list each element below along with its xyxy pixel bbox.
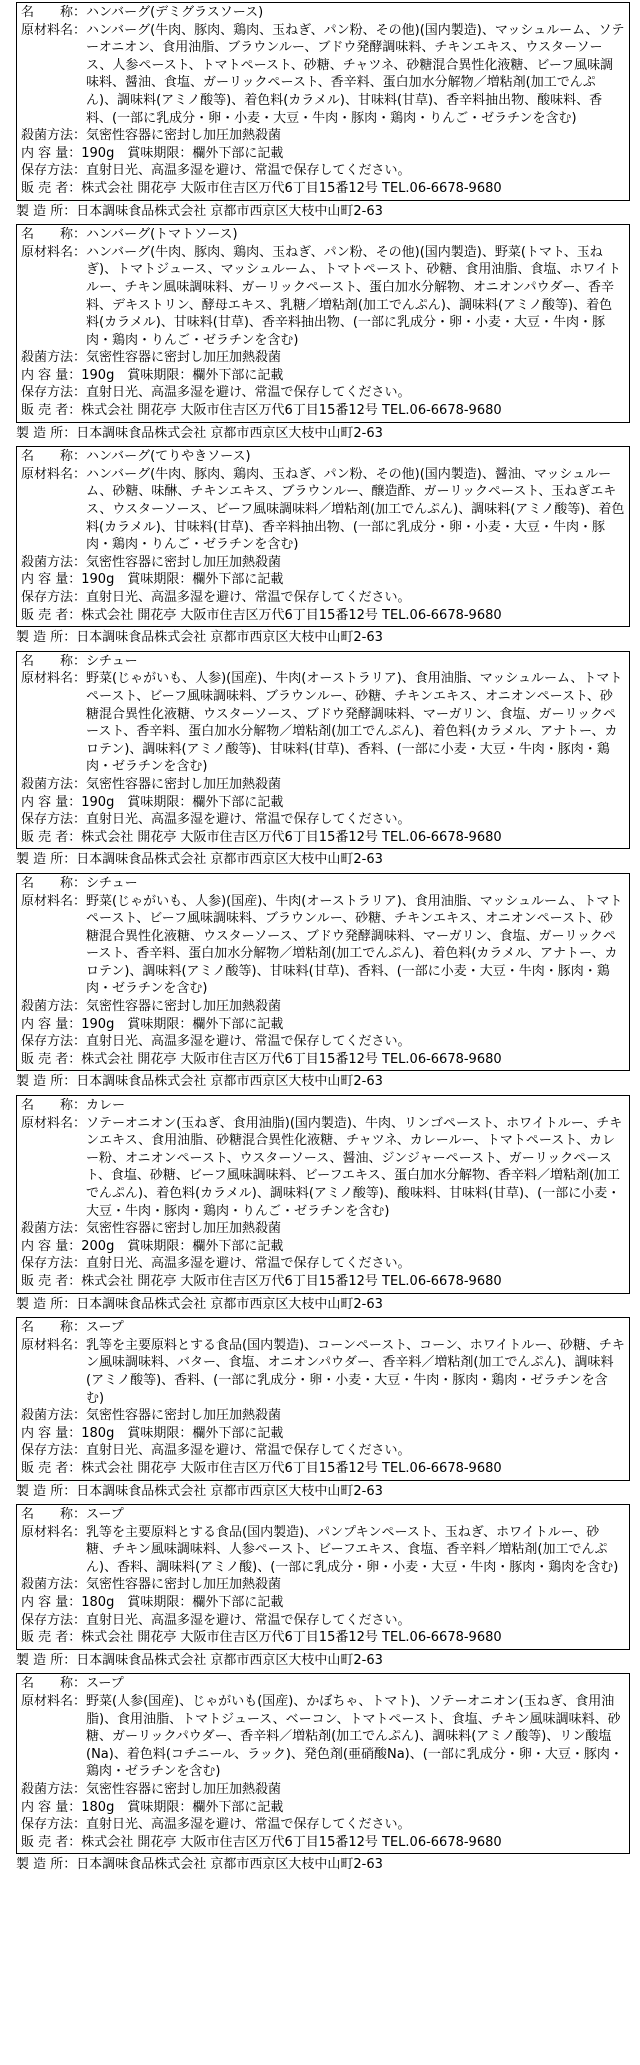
ingredients-key: 原材料名： bbox=[21, 1694, 87, 1710]
storage-text: 直射日光、高温多湿を避け、常温で保存してください。 bbox=[86, 1443, 411, 1459]
storage-text: 直射日光、高温多湿を避け、常温で保存してください。 bbox=[86, 1612, 411, 1628]
name-key: 名 称： bbox=[21, 1507, 87, 1523]
label-block bbox=[0, 224, 640, 442]
ingredients-row bbox=[21, 1337, 625, 1407]
content-key: 内 容 量： bbox=[21, 1016, 82, 1032]
sterilization-text: 気密性容器に密封し加圧加熱殺菌 bbox=[86, 1408, 282, 1424]
content-text: 190g 賞味期限：欄外下部に記載 bbox=[81, 367, 284, 383]
seller-text: 株式会社 開花亭 大阪市住吉区万代6丁目15番12号 TEL.06-6678-9680 bbox=[81, 607, 502, 623]
manufacturer-key: 製 造 所： bbox=[16, 1296, 77, 1312]
content-row bbox=[21, 367, 625, 385]
sterilization-row bbox=[21, 1220, 625, 1238]
sterilization-row bbox=[21, 1576, 625, 1594]
storage-text: 直射日光、高温多湿を避け、常温で保存してください。 bbox=[86, 812, 411, 828]
seller-row bbox=[21, 1629, 625, 1647]
product-name: ハンバーグ(トマトソース) bbox=[86, 227, 238, 243]
label-box bbox=[16, 446, 630, 627]
seller-text: 株式会社 開花亭 大阪市住吉区万代6丁目15番12号 TEL.06-6678-9680 bbox=[81, 1630, 502, 1646]
seller-row bbox=[21, 607, 625, 625]
manufacturer-row bbox=[16, 425, 640, 443]
label-box bbox=[16, 1673, 630, 1854]
name-row bbox=[21, 1675, 625, 1693]
label-box bbox=[16, 1095, 630, 1294]
name-row bbox=[21, 448, 625, 466]
content-row bbox=[21, 1425, 625, 1443]
ingredients-text: 野菜(人参(国産)、じゃがいも(国産)、かぼちゃ、トマト)、ソテーオニオン(玉ねぎ、食用油脂)、食用油脂、トマトジュース、ベーコン、トマトペースト、食塩、チキン風味調味料、砂糖、ガーリックパウダー、香辛料／増粘剤(加工でんぷん)、調味料(アミノ酸等)、リン酸塩(Na)、着色料(コチニール、ラック)、発色剤(亜硝酸Na)、(一部に乳成分・卵・大豆・豚肉・鶏肉・ゼラチンを含む) bbox=[86, 1694, 623, 1780]
label-box bbox=[16, 1504, 630, 1650]
content-text: 190g 賞味期限：欄外下部に記載 bbox=[81, 794, 284, 810]
name-key: 名 称： bbox=[21, 653, 87, 669]
storage-row bbox=[21, 811, 625, 829]
seller-text: 株式会社 開花亭 大阪市住吉区万代6丁目15番12号 TEL.06-6678-9680 bbox=[81, 1273, 502, 1289]
storage-row bbox=[21, 1033, 625, 1051]
name-row bbox=[21, 1097, 625, 1115]
storage-row bbox=[21, 1816, 625, 1834]
manufacturer-row bbox=[16, 1296, 640, 1314]
manufacturer-key: 製 造 所： bbox=[16, 1074, 77, 1090]
seller-row bbox=[21, 829, 625, 847]
manufacturer-row bbox=[16, 1652, 640, 1670]
storage-key: 保存方法： bbox=[21, 1256, 87, 1272]
sterilization-text: 気密性容器に密封し加圧加熱殺菌 bbox=[86, 999, 282, 1015]
manufacturer-text: 日本調味食品株式会社 京都市西京区大枝中山町2-63 bbox=[76, 1074, 383, 1090]
manufacturer-row bbox=[16, 1856, 640, 1874]
seller-row bbox=[21, 1051, 625, 1069]
name-key: 名 称： bbox=[21, 875, 87, 891]
content-row bbox=[21, 1799, 625, 1817]
label-block bbox=[0, 1317, 640, 1500]
seller-text: 株式会社 開花亭 大阪市住吉区万代6丁目15番12号 TEL.06-6678-9680 bbox=[81, 1051, 502, 1067]
product-name: ハンバーグ(てりやきソース) bbox=[86, 449, 251, 465]
ingredients-text: 乳等を主要原料とする食品(国内製造)、コーンペースト、コーン、ホワイトルー、砂糖、チキン風味調味料、バター、食塩、オニオンパウダー、香辛料／増粘剤(加工でんぷん)、調味料(アミノ酸等)、香料、(一部に乳成分・卵・小麦・大豆・牛肉・豚肉・鶏肉・ゼラチンを含む) bbox=[86, 1337, 625, 1406]
ingredients-key: 原材料名： bbox=[21, 466, 87, 482]
content-key: 内 容 量： bbox=[21, 367, 82, 383]
name-key: 名 称： bbox=[21, 1676, 87, 1692]
label-block bbox=[0, 873, 640, 1091]
sterilization-row bbox=[21, 1407, 625, 1425]
manufacturer-text: 日本調味食品株式会社 京都市西京区大枝中山町2-63 bbox=[76, 203, 383, 219]
label-box bbox=[16, 651, 630, 850]
sterilization-key: 殺菌方法： bbox=[21, 999, 87, 1015]
content-key: 内 容 量： bbox=[21, 1238, 82, 1254]
ingredients-row bbox=[21, 1524, 625, 1577]
product-name: スープ bbox=[86, 1676, 124, 1692]
name-key: 名 称： bbox=[21, 227, 87, 243]
sterilization-row bbox=[21, 349, 625, 367]
content-key: 内 容 量： bbox=[21, 145, 82, 161]
sterilization-key: 殺菌方法： bbox=[21, 1221, 87, 1237]
sterilization-row bbox=[21, 127, 625, 145]
seller-row bbox=[21, 1460, 625, 1478]
storage-row bbox=[21, 384, 625, 402]
seller-key: 販 売 者： bbox=[21, 180, 82, 196]
storage-key: 保存方法： bbox=[21, 1817, 87, 1833]
sterilization-text: 気密性容器に密封し加圧加熱殺菌 bbox=[86, 1577, 282, 1593]
sterilization-key: 殺菌方法： bbox=[21, 350, 87, 366]
content-text: 190g 賞味期限：欄外下部に記載 bbox=[81, 145, 284, 161]
product-name: スープ bbox=[86, 1320, 124, 1336]
manufacturer-text: 日本調味食品株式会社 京都市西京区大枝中山町2-63 bbox=[76, 630, 383, 646]
content-row bbox=[21, 794, 625, 812]
sterilization-row bbox=[21, 1781, 625, 1799]
seller-row bbox=[21, 1834, 625, 1852]
content-key: 内 容 量： bbox=[21, 1799, 82, 1815]
content-key: 内 容 量： bbox=[21, 1425, 82, 1441]
manufacturer-row bbox=[16, 203, 640, 221]
sterilization-text: 気密性容器に密封し加圧加熱殺菌 bbox=[86, 554, 282, 570]
sterilization-text: 気密性容器に密封し加圧加熱殺菌 bbox=[86, 776, 282, 792]
name-row bbox=[21, 4, 625, 22]
sterilization-row bbox=[21, 776, 625, 794]
content-row bbox=[21, 1594, 625, 1612]
storage-key: 保存方法： bbox=[21, 1443, 87, 1459]
content-key: 内 容 量： bbox=[21, 572, 82, 588]
storage-row bbox=[21, 1612, 625, 1630]
ingredients-key: 原材料名： bbox=[21, 1115, 87, 1131]
storage-text: 直射日光、高温多湿を避け、常温で保存してください。 bbox=[86, 1256, 411, 1272]
sterilization-text: 気密性容器に密封し加圧加熱殺菌 bbox=[86, 1221, 282, 1237]
seller-key: 販 売 者： bbox=[21, 1460, 82, 1476]
storage-key: 保存方法： bbox=[21, 385, 87, 401]
manufacturer-key: 製 造 所： bbox=[16, 1857, 77, 1873]
content-text: 190g 賞味期限：欄外下部に記載 bbox=[81, 1016, 284, 1032]
content-row bbox=[21, 571, 625, 589]
content-text: 190g 賞味期限：欄外下部に記載 bbox=[81, 572, 284, 588]
storage-row bbox=[21, 589, 625, 607]
manufacturer-key: 製 造 所： bbox=[16, 852, 77, 868]
ingredients-text: 野菜(じゃがいも、人参)(国産)、牛肉(オーストラリア)、食用油脂、マッシュルーム、トマトペースト、ビーフ風味調味料、ブラウンルー、砂糖、チキンエキス、オニオンペースト、砂糖混合異性化液糖、ウスターソース、ブドウ発酵調味料、マーガリン、食塩、ガーリックペースト、香辛料、蛋白加水分解物／増粘剤(加工でんぷん)、着色料(カラメル、アナトー、カロテン)、調味料(アミノ酸等)、甘味料(甘草)、香料、(一部に小麦・大豆・牛肉・豚肉・鶏肉・ゼラチンを含む) bbox=[86, 893, 623, 997]
label-box bbox=[16, 2, 630, 201]
content-key: 内 容 量： bbox=[21, 1595, 82, 1611]
sterilization-text: 気密性容器に密封し加圧加熱殺菌 bbox=[86, 350, 282, 366]
ingredients-row bbox=[21, 1115, 625, 1221]
seller-text: 株式会社 開花亭 大阪市住吉区万代6丁目15番12号 TEL.06-6678-9680 bbox=[81, 180, 502, 196]
content-row bbox=[21, 145, 625, 163]
storage-key: 保存方法： bbox=[21, 1034, 87, 1050]
storage-text: 直射日光、高温多湿を避け、常温で保存してください。 bbox=[86, 385, 411, 401]
seller-text: 株式会社 開花亭 大阪市住吉区万代6丁目15番12号 TEL.06-6678-9680 bbox=[81, 829, 502, 845]
name-key: 名 称： bbox=[21, 1320, 87, 1336]
product-name: スープ bbox=[86, 1507, 124, 1523]
content-text: 180g 賞味期限：欄外下部に記載 bbox=[81, 1595, 284, 1611]
manufacturer-key: 製 造 所： bbox=[16, 203, 77, 219]
label-block bbox=[0, 1504, 640, 1669]
seller-row bbox=[21, 180, 625, 198]
seller-key: 販 売 者： bbox=[21, 607, 82, 623]
sterilization-key: 殺菌方法： bbox=[21, 128, 87, 144]
label-box bbox=[16, 224, 630, 423]
name-row bbox=[21, 1506, 625, 1524]
seller-key: 販 売 者： bbox=[21, 1630, 82, 1646]
ingredients-key: 原材料名： bbox=[21, 244, 87, 260]
storage-row bbox=[21, 162, 625, 180]
ingredients-key: 原材料名： bbox=[21, 671, 87, 687]
manufacturer-text: 日本調味食品株式会社 京都市西京区大枝中山町2-63 bbox=[76, 1857, 383, 1873]
label-block bbox=[0, 446, 640, 647]
name-row bbox=[21, 1319, 625, 1337]
storage-text: 直射日光、高温多湿を避け、常温で保存してください。 bbox=[86, 1034, 411, 1050]
ingredients-key: 原材料名： bbox=[21, 1337, 87, 1353]
manufacturer-key: 製 造 所： bbox=[16, 1483, 77, 1499]
content-text: 200g 賞味期限：欄外下部に記載 bbox=[81, 1238, 284, 1254]
seller-key: 販 売 者： bbox=[21, 1051, 82, 1067]
product-name: カレー bbox=[86, 1098, 126, 1114]
content-text: 180g 賞味期限：欄外下部に記載 bbox=[81, 1799, 284, 1815]
ingredients-row bbox=[21, 893, 625, 999]
content-text: 180g 賞味期限：欄外下部に記載 bbox=[81, 1425, 284, 1441]
label-block bbox=[0, 1095, 640, 1313]
ingredients-text: 野菜(じゃがいも、人参)(国産)、牛肉(オーストラリア)、食用油脂、マッシュルーム、トマトペースト、ビーフ風味調味料、ブラウンルー、砂糖、チキンエキス、オニオンペースト、砂糖混合異性化液糖、ウスターソース、ブドウ発酵調味料、マーガリン、食塩、ガーリックペースト、香辛料、蛋白加水分解物／増粘剤(加工でんぷん)、着色料(カラメル、アナトー、カロテン)、調味料(アミノ酸等)、甘味料(甘草)、香料、(一部に小麦・大豆・牛肉・豚肉・鶏肉・ゼラチンを含む) bbox=[86, 671, 623, 775]
name-key: 名 称： bbox=[21, 449, 87, 465]
ingredients-row bbox=[21, 22, 625, 128]
ingredients-key: 原材料名： bbox=[21, 22, 87, 38]
name-row bbox=[21, 875, 625, 893]
seller-text: 株式会社 開花亭 大阪市住吉区万代6丁目15番12号 TEL.06-6678-9680 bbox=[81, 1834, 502, 1850]
storage-text: 直射日光、高温多湿を避け、常温で保存してください。 bbox=[86, 163, 411, 179]
content-key: 内 容 量： bbox=[21, 794, 82, 810]
label-block bbox=[0, 2, 640, 220]
ingredients-key: 原材料名： bbox=[21, 893, 87, 909]
name-row bbox=[21, 226, 625, 244]
ingredients-row bbox=[21, 1693, 625, 1781]
product-name: ハンバーグ(デミグラスソース) bbox=[86, 5, 264, 20]
label-block bbox=[0, 651, 640, 869]
storage-row bbox=[21, 1442, 625, 1460]
manufacturer-row bbox=[16, 851, 640, 869]
storage-key: 保存方法： bbox=[21, 590, 87, 605]
manufacturer-key: 製 造 所： bbox=[16, 1652, 77, 1668]
manufacturer-key: 製 造 所： bbox=[16, 630, 77, 646]
manufacturer-row bbox=[16, 1483, 640, 1501]
label-box bbox=[16, 1317, 630, 1480]
storage-text: 直射日光、高温多湿を避け、常温で保存してください。 bbox=[86, 590, 411, 605]
storage-key: 保存方法： bbox=[21, 163, 87, 179]
label-block bbox=[0, 1673, 640, 1874]
storage-text: 直射日光、高温多湿を避け、常温で保存してください。 bbox=[86, 1817, 411, 1833]
manufacturer-text: 日本調味食品株式会社 京都市西京区大枝中山町2-63 bbox=[76, 425, 383, 441]
content-row bbox=[21, 1238, 625, 1256]
sterilization-key: 殺菌方法： bbox=[21, 1408, 87, 1424]
seller-key: 販 売 者： bbox=[21, 403, 82, 419]
sterilization-key: 殺菌方法： bbox=[21, 1782, 87, 1797]
sterilization-key: 殺菌方法： bbox=[21, 1577, 87, 1593]
ingredients-text: 乳等を主要原料とする食品(国内製造)、パンプキンペースト、玉ねぎ、ホワイトルー、砂糖、チキン風味調味料、人参ペースト、ビーフエキス、食塩、香辛料／増粘剤(加工でんぷん)、香料、調味料(アミノ酸)、(一部に乳成分・卵・小麦・大豆・牛肉・豚肉・鶏肉を含む) bbox=[86, 1524, 619, 1575]
seller-text: 株式会社 開花亭 大阪市住吉区万代6丁目15番12号 TEL.06-6678-9680 bbox=[81, 1460, 502, 1476]
manufacturer-text: 日本調味食品株式会社 京都市西京区大枝中山町2-63 bbox=[76, 1296, 383, 1312]
ingredients-text: ハンバーグ(牛肉、豚肉、鶏肉、玉ねぎ、パン粉、その他)(国内製造)、マッシュルーム、ソテーオニオン、食用油脂、ブラウンルー、ブドウ発酵調味料、チキンエキス、ウスターソース、人参ペースト、トマトペースト、砂糖、チャツネ、砂糖混合異性化液糖、ビーフ風味調味料、醤油、食塩、ガーリックペースト、香辛料、蛋白加水分解物／増粘剤(加工でんぷん)、調味料(アミノ酸等)、着色料(カラメル)、甘味料(甘草)、香辛料抽出物、酸味料、香料、(一部に乳成分・卵・小麦・大豆・牛肉・豚肉・鶏肉・りんご・ゼラチンを含む) bbox=[86, 22, 625, 126]
ingredients-text: ハンバーグ(牛肉、豚肉、鶏肉、玉ねぎ、パン粉、その他)(国内製造)、醤油、マッシュルーム、砂糖、味醂、チキンエキス、ブラウンルー、醸造酢、ガーリックペースト、玉ねぎエキス、ウスターソース、ビーフ風味調味料／増粘剤(加工でんぷん)、調味料(アミノ酸等)、着色料(カラメル)、甘味料(甘草)、香辛料抽出物、(一部に乳成分・卵・小麦・大豆・牛肉・豚肉・鶏肉・りんご・ゼラチンを含む) bbox=[86, 466, 625, 553]
manufacturer-row bbox=[16, 1073, 640, 1091]
seller-row bbox=[21, 1273, 625, 1291]
ingredients-text: ソテーオニオン(玉ねぎ、食用油脂)(国内製造)、牛肉、リンゴペースト、ホワイトルー、チキンエキス、食用油脂、砂糖混合異性化液糖、チャツネ、カレールー、トマトペースト、カレー粉、オニオンペースト、ウスターソース、醤油、ジンジャーペースト、ガーリックペースト、食塩、砂糖、ビーフ風味調味料、ビーフエキス、蛋白加水分解物、香辛料／増粘剤(加工でんぷん)、着色料(カラメル)、調味料(アミノ酸等)、酸味料、甘味料(甘草)、(一部に小麦・大豆・牛肉・豚肉・鶏肉・りんご・ゼラチンを含む) bbox=[86, 1115, 623, 1219]
name-key: 名 称： bbox=[21, 1098, 87, 1114]
sterilization-key: 殺菌方法： bbox=[21, 554, 87, 570]
content-row bbox=[21, 1016, 625, 1034]
manufacturer-key: 製 造 所： bbox=[16, 425, 77, 441]
sterilization-row bbox=[21, 998, 625, 1016]
manufacturer-text: 日本調味食品株式会社 京都市西京区大枝中山町2-63 bbox=[76, 1652, 383, 1668]
product-name: シチュー bbox=[86, 875, 138, 891]
ingredients-row bbox=[21, 670, 625, 776]
product-name: シチュー bbox=[86, 653, 138, 669]
manufacturer-text: 日本調味食品株式会社 京都市西京区大枝中山町2-63 bbox=[76, 1483, 383, 1499]
seller-key: 販 売 者： bbox=[21, 1273, 82, 1289]
ingredients-key: 原材料名： bbox=[21, 1524, 87, 1540]
manufacturer-row bbox=[16, 629, 640, 647]
name-row bbox=[21, 653, 625, 671]
seller-row bbox=[21, 402, 625, 420]
seller-text: 株式会社 開花亭 大阪市住吉区万代6丁目15番12号 TEL.06-6678-9680 bbox=[81, 403, 502, 419]
sterilization-row bbox=[21, 554, 625, 572]
seller-key: 販 売 者： bbox=[21, 829, 82, 845]
ingredients-row bbox=[21, 466, 625, 554]
name-key: 名 称： bbox=[21, 5, 87, 20]
sterilization-text: 気密性容器に密封し加圧加熱殺菌 bbox=[86, 128, 282, 144]
ingredients-text: ハンバーグ(牛肉、豚肉、鶏肉、玉ねぎ、パン粉、その他)(国内製造)、野菜(トマト、玉ねぎ)、トマトジュース、マッシュルーム、トマトペースト、砂糖、食用油脂、食塩、ホワイトルー、チキン風味調味料、ガーリックペースト、蛋白加水分解物、オニオンパウダー、香辛料、デキストリン、酵母エキス、乳糖／増粘剤(加工でんぷん)、調味料(アミノ酸等)、着色料(カラメル)、甘味料(甘草)、香辛料抽出物、(一部に乳成分・卵・小麦・大豆・牛肉・豚肉・鶏肉・りんご・ゼラチンを含む) bbox=[86, 244, 621, 348]
storage-row bbox=[21, 1255, 625, 1273]
ingredients-row bbox=[21, 244, 625, 350]
storage-key: 保存方法： bbox=[21, 812, 87, 828]
manufacturer-text: 日本調味食品株式会社 京都市西京区大枝中山町2-63 bbox=[76, 852, 383, 868]
seller-key: 販 売 者： bbox=[21, 1834, 82, 1850]
label-box bbox=[16, 873, 630, 1072]
storage-key: 保存方法： bbox=[21, 1612, 87, 1628]
sterilization-key: 殺菌方法： bbox=[21, 776, 87, 792]
sterilization-text: 気密性容器に密封し加圧加熱殺菌 bbox=[86, 1782, 282, 1797]
